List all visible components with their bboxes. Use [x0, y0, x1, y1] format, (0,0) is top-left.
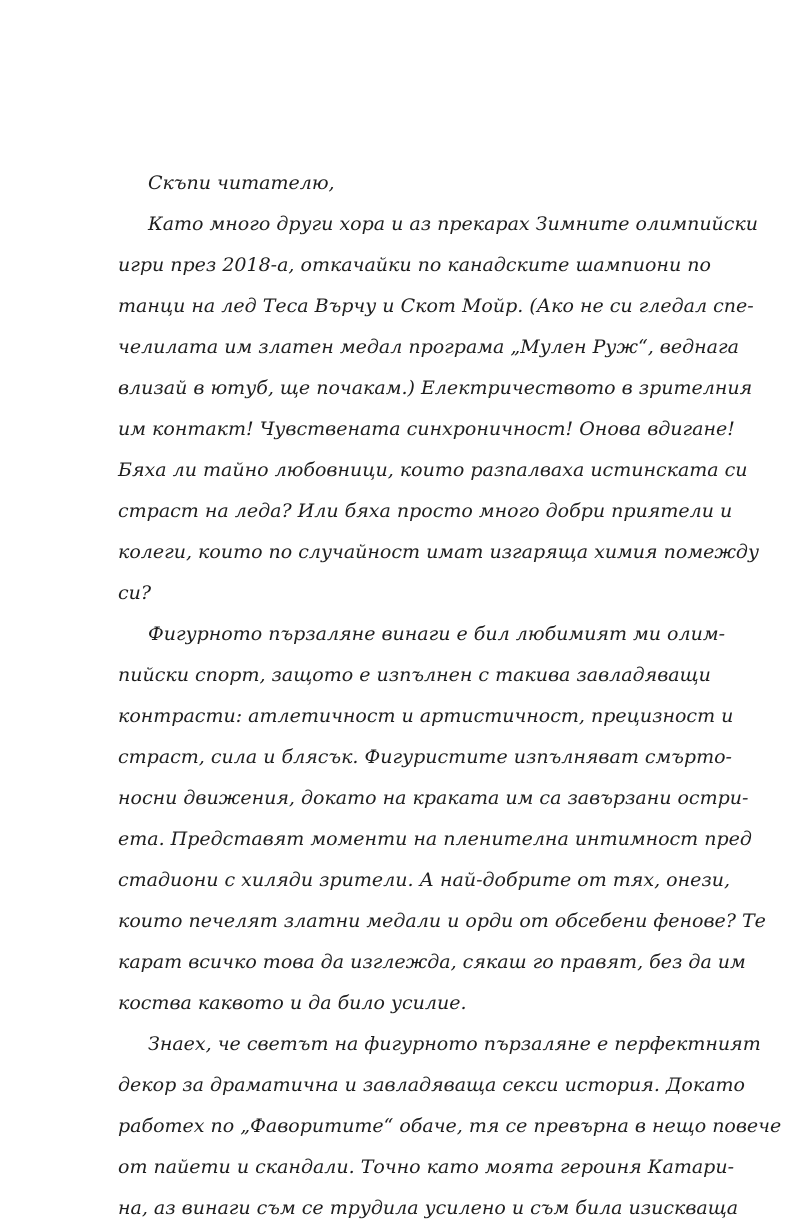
text-line: челилата им златен медал програма „Мулен Руж“, веднага: [118, 336, 739, 358]
text-line: Бяха ли тайно любовници, които разпалваха истинската си: [118, 459, 748, 481]
text-line: Като много други хора и аз прекарах Зимните олимпийски: [148, 213, 759, 235]
paragraph-2: [118, 614, 766, 1024]
text-line: коства каквото и да било усилие.: [118, 992, 467, 1014]
text-line: страст на леда? Или бяха просто много добри приятели и: [118, 500, 733, 522]
paragraph-1: [118, 204, 759, 614]
text-line: ета. Представят моменти на пленителна интимност пред: [118, 828, 752, 850]
text-line: игри през 2018-а, откачайки по канадските шампиони по: [118, 254, 711, 276]
text-line: им контакт! Чувствената синхроничност! Онова вдигане!: [118, 418, 735, 440]
letter-body: [118, 163, 782, 1229]
text-line: работех по „Фаворитите“ обаче, тя се превърна в нещо повече: [118, 1115, 782, 1137]
text-line: карат всичко това да изглежда, сякаш го правят, без да им: [118, 951, 746, 973]
text-line: които печелят златни медали и орди от обсебени фенове? Те: [118, 910, 766, 932]
text-line: Фигурното пързаляне винаги е бил любимият ми олим-: [148, 623, 726, 645]
text-line: колеги, които по случайност имат изгаряща химия помежду: [118, 541, 759, 563]
text-line: от пайети и скандали. Точно като моята героиня Катари-: [118, 1156, 734, 1178]
text-line: си?: [118, 582, 152, 604]
text-line: носни движения, докато на краката им са завързани остри-: [118, 787, 749, 809]
text-line: страст, сила и блясък. Фигуристите изпълняват смърто-: [118, 746, 732, 768]
text-line: Знаех, че светът на фигурното пързаляне е перфектният: [148, 1033, 761, 1055]
text-line: стадиони с хиляди зрители. А най-добрите от тях, онези,: [118, 869, 730, 891]
text-line: танци на лед Теса Върчу и Скот Мойр. (Ако не си гледал спе-: [118, 295, 754, 317]
text-line: пийски спорт, защото е изпълнен с такива завладяващи: [118, 664, 711, 686]
paragraph-3: [118, 1024, 782, 1229]
text-line: влизай в ютуб, ще почакам.) Електричеството в зрителния: [118, 377, 753, 399]
letter-salutation: Скъпи читателю,: [148, 172, 335, 194]
text-line: на, аз винаги съм се трудила усилено и съм била изискваща: [118, 1197, 739, 1219]
text-line: декор за драматична и завладяваща секси история. Докато: [118, 1074, 745, 1096]
text-line: контрасти: атлетичност и артистичност, прецизност и: [118, 705, 734, 727]
